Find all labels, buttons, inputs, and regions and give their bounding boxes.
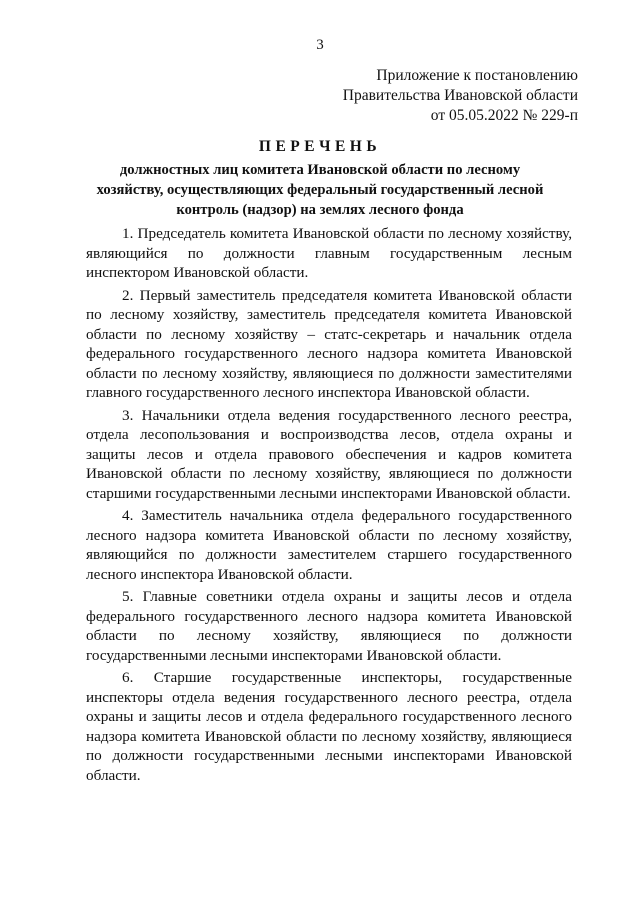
appendix-line-3: от 05.05.2022 № 229-п xyxy=(430,107,578,124)
appendix-header xyxy=(343,66,578,126)
document-body xyxy=(86,224,572,788)
appendix-line-1: Приложение к постановлению xyxy=(376,67,578,84)
document-title-block xyxy=(96,136,544,220)
list-item-1: 1. Председатель комитета Ивановской области по лесному хозяйству, являющийся по должности главным государственным лесным инспектором Ивановской области. xyxy=(86,225,572,281)
list-item-5: 5. Главные советники отдела охраны и защиты лесов и отдела федерального государственного лесного надзора комитета Ивановской области по лесному хозяйству, являющиеся по должности государственными лесными инспекторами Ивановской области. xyxy=(86,588,572,664)
list-item-4: 4. Заместитель начальника отдела федерального государственного лесного надзора комитета Ивановской области по лесному хозяйству, являющийся по должности заместителем старшего государственного лесного инспектора Ивановской области. xyxy=(86,507,572,583)
document-title: ПЕРЕЧЕНЬ xyxy=(258,138,382,155)
list-item-6: 6. Старшие государственные инспекторы, государственные инспекторы отдела ведения государственного лесного реестра, отдела охраны и защиты лесов и отдела федерального государственного лесного надзора комитета Ивановской области по лесному хозяйству, являющиеся по должности государственными лесными инспекторами Ивановской области. xyxy=(86,669,572,784)
appendix-line-2: Правительства Ивановской области xyxy=(342,87,578,104)
document-subtitle: должностных лиц комитета Ивановской области по лесному хозяйству, осуществляющих федеральный государственный лесной контроль (надзор) на землях лесного фонда xyxy=(96,162,544,218)
list-item-2: 2. Первый заместитель председателя комитета Ивановской области по лесному хозяйству, заместитель председателя комитета Ивановской области по лесному хозяйству – статс-секретарь и начальник отдела федерального государственного лесного надзора комитета Ивановской области по лесному хозяйству, являющиеся по должности заместителями главного государственного лесного инспектора Ивановской области. xyxy=(86,286,572,401)
page-number: 3 xyxy=(316,37,324,53)
list-item-3: 3. Начальники отдела ведения государственного лесного реестра, отдела лесопользования и воспроизводства лесов, отдела охраны и защиты лесов и отдела правового обеспечения и кадров комитета Ивановской области по лесному хозяйству, являющиеся по должности старшими государственными лесными инспекторами Ивановской области. xyxy=(86,406,572,502)
